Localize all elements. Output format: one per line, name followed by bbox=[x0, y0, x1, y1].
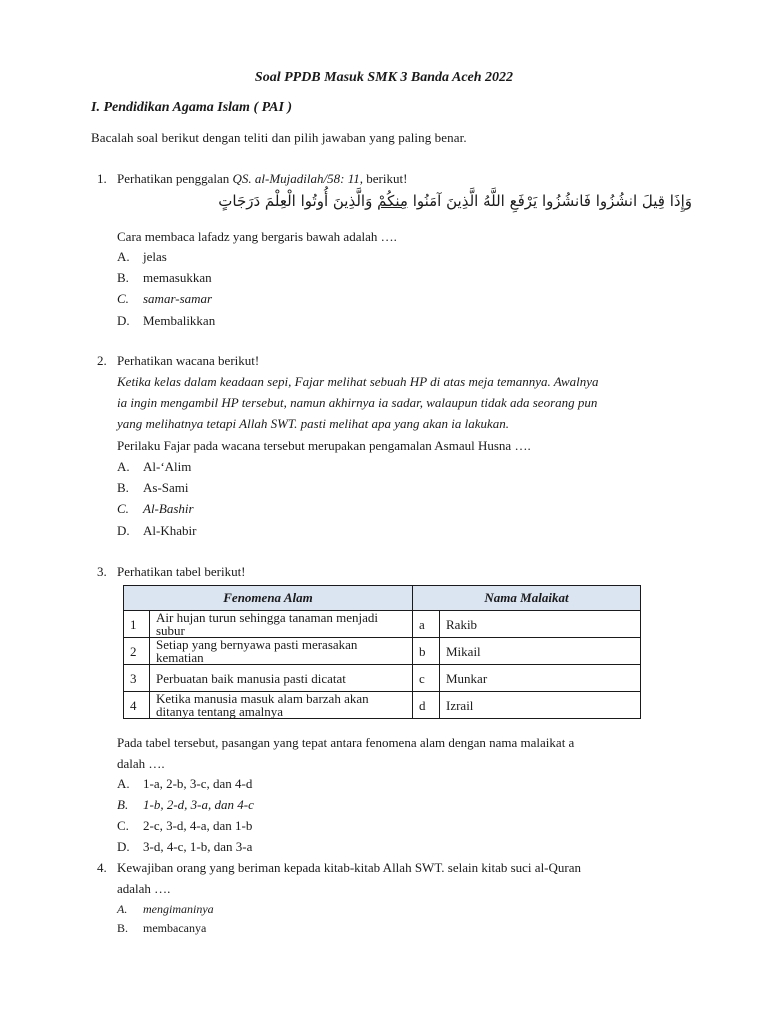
question-3-prompt-line: dalah …. bbox=[117, 756, 165, 771]
option-text: membacanya bbox=[143, 921, 207, 935]
option-label: B. bbox=[117, 921, 129, 935]
option-text: As-Sami bbox=[143, 480, 189, 495]
question-4-stem-line: adalah …. bbox=[117, 881, 171, 896]
option-label: B. bbox=[117, 270, 129, 285]
row-number: 1 bbox=[124, 611, 150, 638]
option-text: samar-samar bbox=[143, 291, 213, 306]
question-4-stem-line: Kewajiban orang yang beriman kepada kitab-kitab Allah SWT. selain kitab suci al-Quran bbox=[117, 860, 581, 875]
row-letter: b bbox=[413, 638, 440, 665]
q1-option-a[interactable] bbox=[117, 249, 167, 265]
passage-line: ia ingin mengambil HP tersebut, namun akhirnya ia sadar, walaupun tidak ada seorang pun bbox=[117, 395, 598, 410]
row-number: 4 bbox=[124, 692, 150, 719]
option-label: A. bbox=[117, 249, 130, 264]
q3-option-a[interactable] bbox=[117, 776, 252, 792]
option-text: memasukkan bbox=[143, 270, 212, 285]
row-malaikat: Izrail bbox=[440, 692, 641, 719]
phenomena-angels-table bbox=[123, 585, 641, 719]
question-1-stem-pre: Perhatikan penggalan bbox=[117, 171, 233, 186]
q3-option-b[interactable] bbox=[117, 797, 254, 813]
question-3-stem: Perhatikan tabel berikut! bbox=[117, 564, 246, 579]
row-malaikat: Munkar bbox=[440, 665, 641, 692]
q4-option-b[interactable] bbox=[117, 921, 206, 936]
q2-option-c[interactable] bbox=[117, 501, 194, 517]
row-fenomena: Setiap yang bernyawa pasti merasakan kematian bbox=[150, 638, 413, 665]
q1-option-c[interactable] bbox=[117, 291, 212, 307]
row-fenomena: Air hujan turun sehingga tanaman menjadi subur bbox=[150, 611, 413, 638]
question-1-surah-ref: QS. al-Mujadilah/58: 11, bbox=[232, 171, 363, 186]
row-fenomena: Perbuatan baik manusia pasti dicatat bbox=[150, 665, 413, 692]
q1-option-b[interactable] bbox=[117, 270, 212, 286]
option-label: D. bbox=[117, 839, 130, 854]
verse-part-before: وَإِذَا قِيلَ انشُزُوا فَانشُزُوا يَرْفَعِ اللَّهُ الَّذِينَ آمَنُوا bbox=[407, 192, 692, 210]
option-label: D. bbox=[117, 523, 130, 538]
table-row bbox=[124, 638, 641, 665]
row-number: 2 bbox=[124, 638, 150, 665]
row-fenomena: Ketika manusia masuk alam barzah akan ditanya tentang amalnya bbox=[150, 692, 413, 719]
q4-option-a[interactable] bbox=[117, 902, 214, 917]
question-3-number: 3. bbox=[97, 564, 107, 579]
question-1-prompt: Cara membaca lafadz yang bergaris bawah adalah …. bbox=[117, 229, 397, 244]
option-text: jelas bbox=[143, 249, 167, 264]
q3-option-c[interactable] bbox=[117, 818, 252, 834]
option-label: C. bbox=[117, 818, 129, 833]
q2-option-d[interactable] bbox=[117, 523, 196, 539]
option-text: 3-d, 4-c, 1-b, dan 3-a bbox=[143, 839, 253, 854]
option-text: Al-Bashir bbox=[143, 501, 194, 516]
section-heading: I. Pendidikan Agama Islam ( PAI ) bbox=[91, 100, 293, 115]
header-fenomena-alam: Fenomena Alam bbox=[124, 586, 413, 611]
row-malaikat: Mikail bbox=[440, 638, 641, 665]
row-letter: c bbox=[413, 665, 440, 692]
option-text: 1-a, 2-b, 3-c, dan 4-d bbox=[143, 776, 253, 791]
table-header-row bbox=[124, 586, 641, 611]
instruction-text: Bacalah soal berikut dengan teliti dan pilih jawaban yang paling benar. bbox=[91, 130, 467, 145]
question-2-number: 2. bbox=[97, 353, 107, 368]
q2-option-b[interactable] bbox=[117, 480, 189, 496]
question-2-stem: Perhatikan wacana berikut! bbox=[117, 353, 260, 368]
page-title: Soal PPDB Masuk SMK 3 Banda Aceh 2022 bbox=[254, 70, 514, 85]
q1-option-d[interactable] bbox=[117, 313, 215, 329]
option-text: Membalikkan bbox=[143, 313, 216, 328]
row-letter: d bbox=[413, 692, 440, 719]
question-1-stem bbox=[117, 171, 407, 187]
quran-verse bbox=[150, 192, 692, 210]
option-text: Al-Khabir bbox=[143, 523, 197, 538]
option-text: mengimaninya bbox=[143, 902, 214, 916]
passage-line: yang melihatnya tetapi Allah SWT. pasti melihat apa yang akan ia lakukan. bbox=[117, 416, 509, 431]
table-row bbox=[124, 611, 641, 638]
verse-underlined-word: مِنكُمْ bbox=[377, 192, 408, 210]
option-label: C. bbox=[117, 501, 129, 516]
question-2-prompt: Perilaku Fajar pada wacana tersebut merupakan pengamalan Asmaul Husna …. bbox=[117, 438, 531, 453]
row-number: 3 bbox=[124, 665, 150, 692]
option-text: 2-c, 3-d, 4-a, dan 1-b bbox=[143, 818, 253, 833]
option-label: C. bbox=[117, 291, 129, 306]
table-row bbox=[124, 692, 641, 719]
option-text: 1-b, 2-d, 3-a, dan 4-c bbox=[143, 797, 254, 812]
option-label: B. bbox=[117, 797, 129, 812]
table-row bbox=[124, 665, 641, 692]
row-letter: a bbox=[413, 611, 440, 638]
passage-line: Ketika kelas dalam keadaan sepi, Fajar melihat sebuah HP di atas meja temannya. Awalnya bbox=[117, 374, 599, 389]
option-label: A. bbox=[117, 776, 130, 791]
option-label: D. bbox=[117, 313, 130, 328]
option-label: B. bbox=[117, 480, 129, 495]
q3-option-d[interactable] bbox=[117, 839, 252, 855]
question-1-number: 1. bbox=[97, 171, 107, 186]
row-malaikat: Rakib bbox=[440, 611, 641, 638]
question-1-stem-post: berikut! bbox=[363, 171, 408, 186]
option-label: A. bbox=[117, 902, 128, 916]
question-3-prompt-line: Pada tabel tersebut, pasangan yang tepat antara fenomena alam dengan nama malaikat a bbox=[117, 735, 575, 750]
option-label: A. bbox=[117, 459, 130, 474]
option-text: Al-‘Alim bbox=[143, 459, 192, 474]
question-4-number: 4. bbox=[97, 860, 107, 875]
verse-part-after: وَالَّذِينَ أُوتُوا الْعِلْمَ دَرَجَاتٍ bbox=[218, 192, 378, 210]
header-nama-malaikat: Nama Malaikat bbox=[413, 586, 641, 611]
q2-option-a[interactable] bbox=[117, 459, 191, 475]
